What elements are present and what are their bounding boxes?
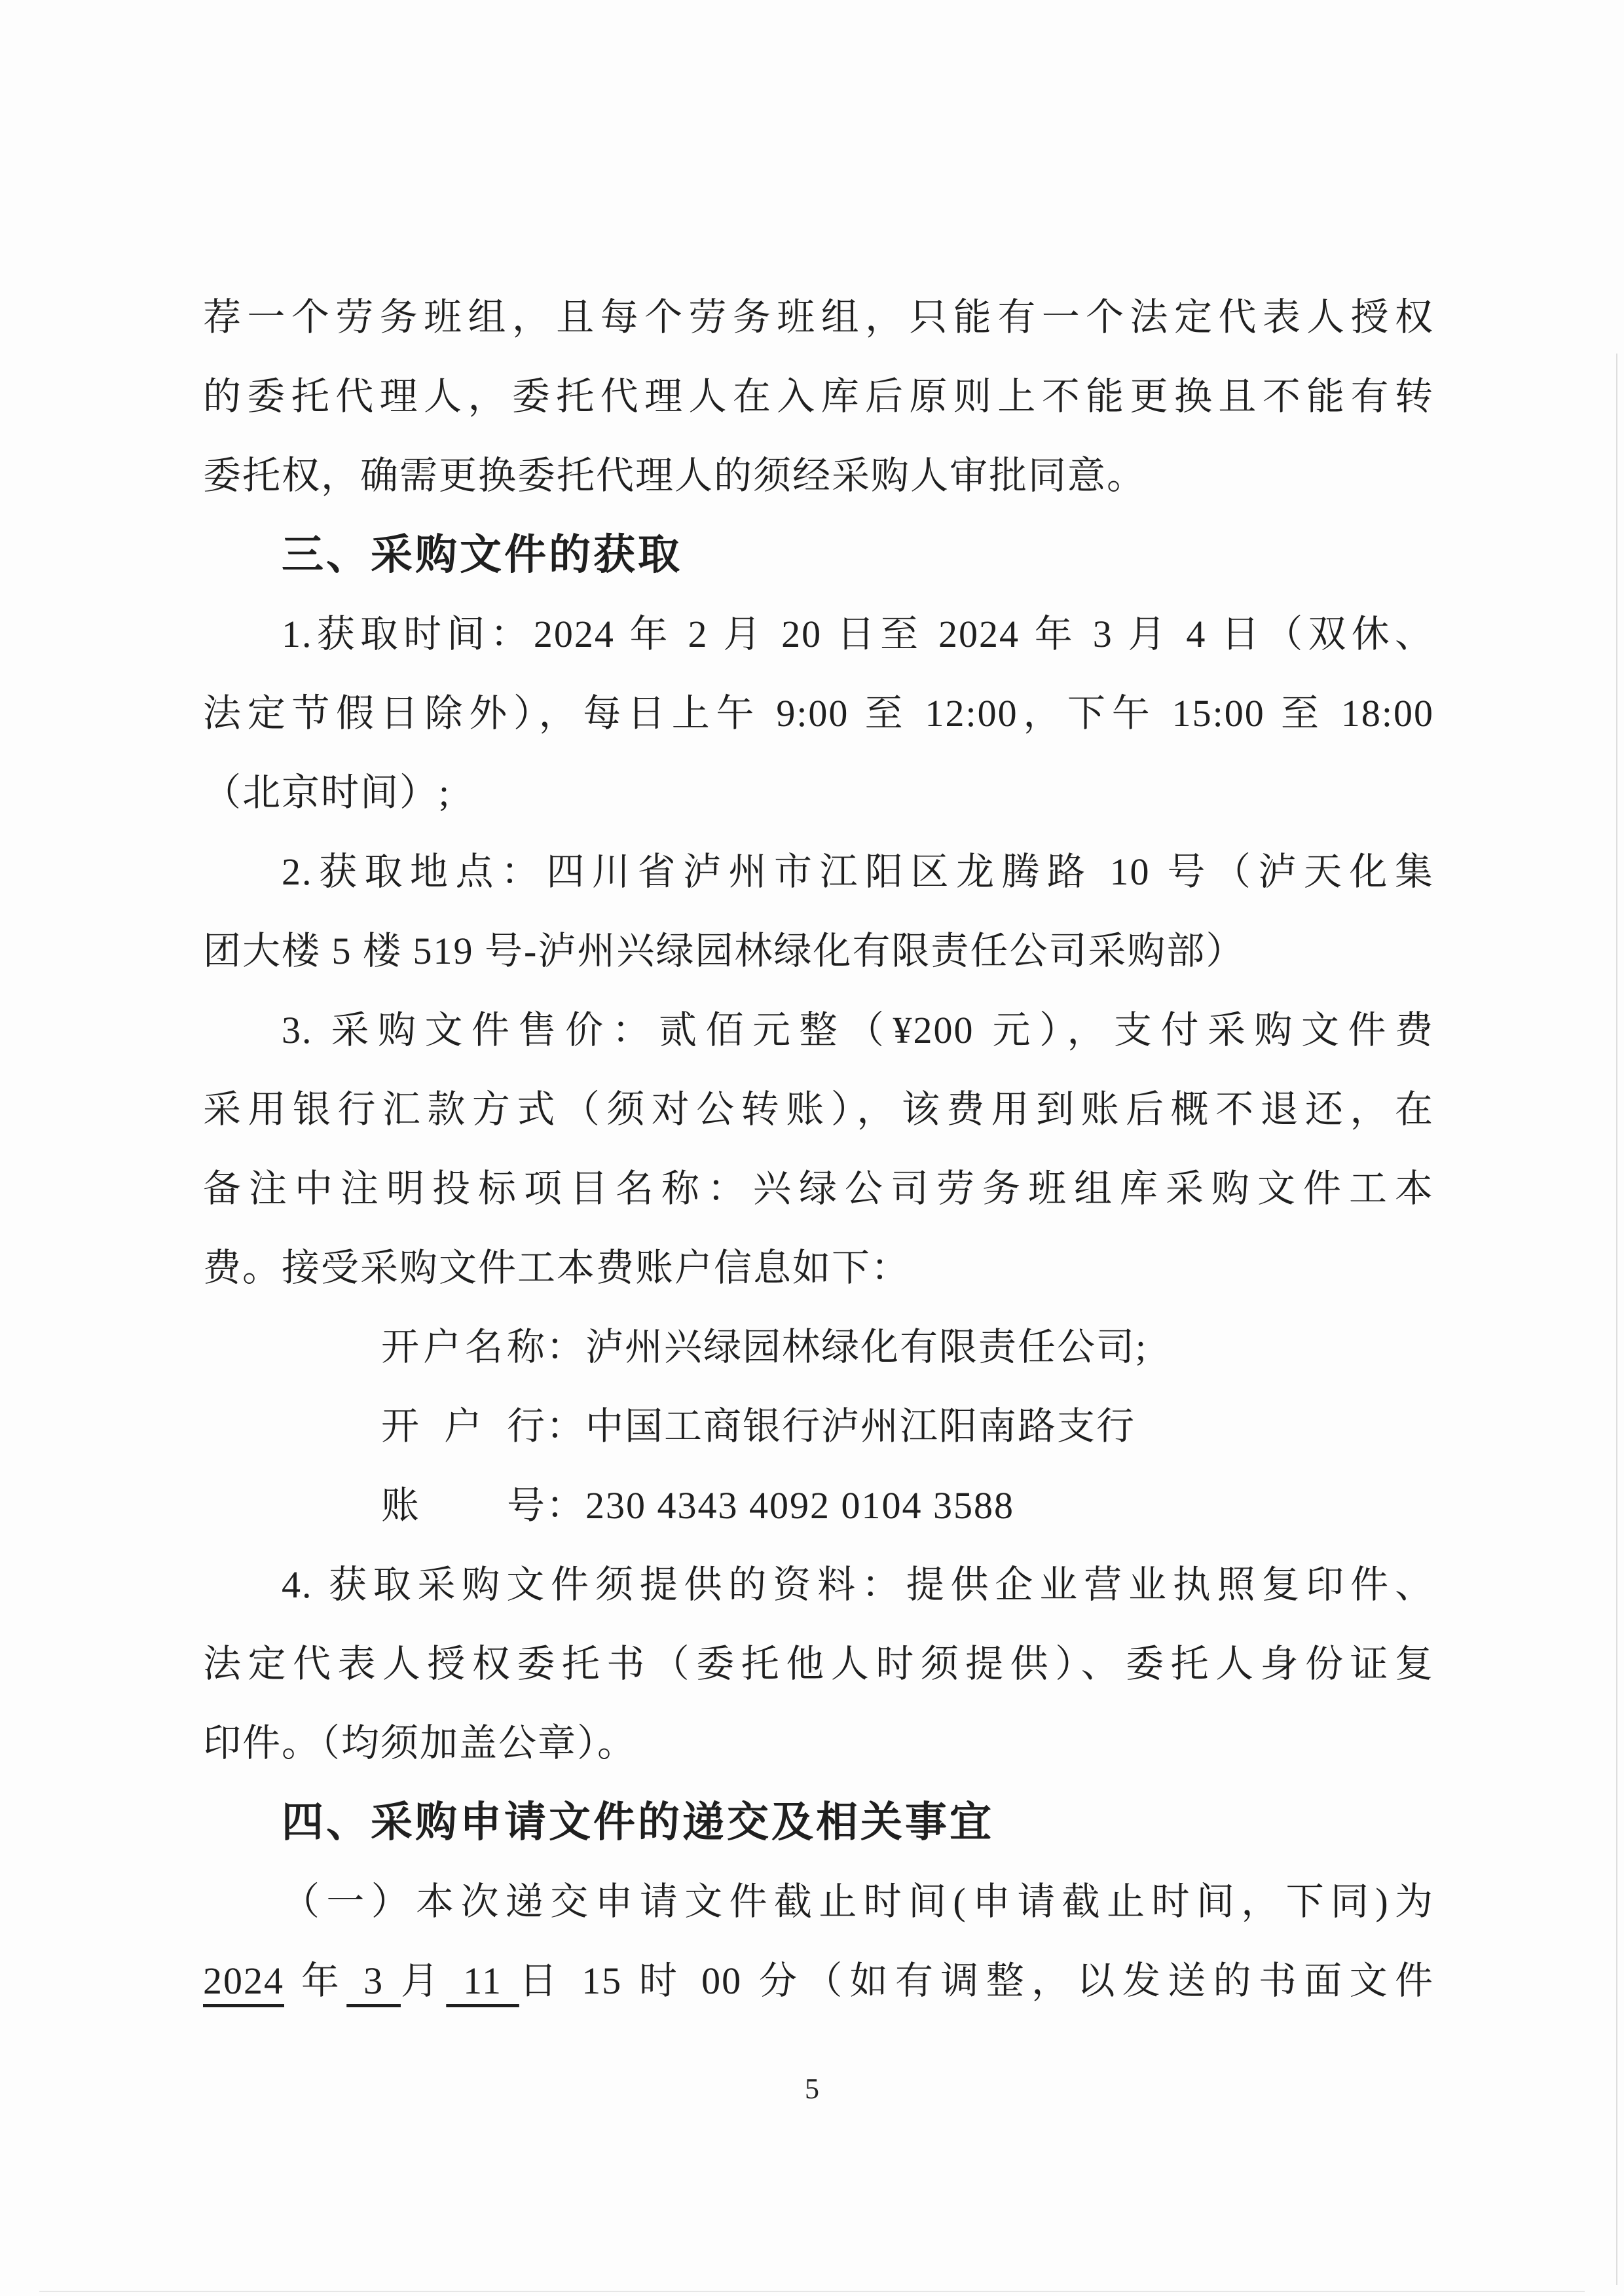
account-info-line [203,1466,1434,1545]
text-line: 备注中注明投标项目名称：兴绿公司劳务班组库采购文件工本 [203,1167,1434,1210]
account-info-line [203,1307,1434,1387]
text-line: 荐一个劳务班组，且每个劳务班组，只能有一个法定代表人授权 [203,296,1434,338]
account-label-colon: ： [546,1405,586,1448]
text-segment: 年 [284,1959,347,2002]
account-label-colon: ： [546,1484,586,1527]
text-line: 1.获取时间：2024 年 2 月 20 日至 2024 年 3 月 4 日（双休、 [282,613,1434,655]
account-label-char: 户 [422,1326,462,1368]
text-line: 3. 采购文件售价：贰佰元整（¥200 元），支付采购文件费 [282,1009,1434,1051]
account-label-char: 账 [381,1484,421,1527]
section-heading: 三、采购文件的获取 [282,531,682,578]
account-value: 泸州兴绿园林绿化有限责任公司; [585,1326,1148,1368]
scan-edge-artifact-right [1616,354,1617,2285]
account-label [381,1387,546,1466]
account-label [381,1307,546,1387]
text-line: 印件。（均须加盖公章）。 [203,1722,637,1764]
text-line: 2.获取地点：四川省泸州市江阳区龙腾路 10 号（泸天化集 [282,850,1434,893]
account-info-line [203,1387,1434,1466]
text-line: 采用银行汇款方式（须对公转账），该费用到账后概不退还，在 [203,1088,1434,1131]
account-value: 230 4343 4092 0104 3588 [585,1484,1015,1527]
text-line: 团大楼 5 楼 519 号-泸州兴绿园林绿化有限责任公司采购部） [203,930,1246,972]
text-line: 的委托代理人，委托代理人在入库后原则上不能更换且不能有转 [203,375,1434,418]
account-label-char: 号 [506,1484,546,1527]
underlined-date-part: 11 [446,1959,519,2002]
account-label-char: 称 [506,1326,546,1368]
account-label-char: 开 [381,1405,421,1448]
text-line: 委托权，确需更换委托代理人的须经采购人审批同意。 [203,454,1147,497]
section-heading: 四、采购申请文件的递交及相关事宜 [282,1798,994,1846]
page-number: 5 [805,2073,819,2105]
text-line: 法定代表人授权委托书（委托他人时须提供）、委托人身份证复 [203,1643,1434,1685]
account-label-char: 行 [506,1405,546,1448]
text-line: 4. 获取采购文件须提供的资料：提供企业营业执照复印件、 [282,1563,1434,1606]
account-label [381,1466,546,1545]
text-line: （一）本次递交申请文件截止时间(申请截止时间，下同)为 [282,1880,1434,1923]
text-line: 法定节假日除外），每日上午 9:00 至 12:00，下午 15:00 至 18:00 [203,692,1434,735]
account-value: 中国工商银行泸州江阳南路支行 [585,1405,1136,1448]
text-line: （北京时间）; [203,771,451,814]
account-label-char: 名 [464,1326,504,1368]
text-segment: 月 [400,1959,447,2002]
underlined-date-part: 2024 [203,1959,284,2002]
text-line: 费。接受采购文件工本费账户信息如下： [203,1247,911,1289]
text-line [203,1941,1434,2020]
underlined-date-part: 3 [346,1959,401,2002]
account-label-colon: ： [546,1326,586,1368]
account-label-char: 开 [381,1326,421,1368]
document-text-block [203,278,1434,2020]
scan-edge-artifact-bottom [39,2291,1585,2292]
account-label-char: 户 [443,1405,483,1448]
text-segment: 日 15 时 00 分（如有调整，以发送的书面文件 [519,1959,1434,2002]
